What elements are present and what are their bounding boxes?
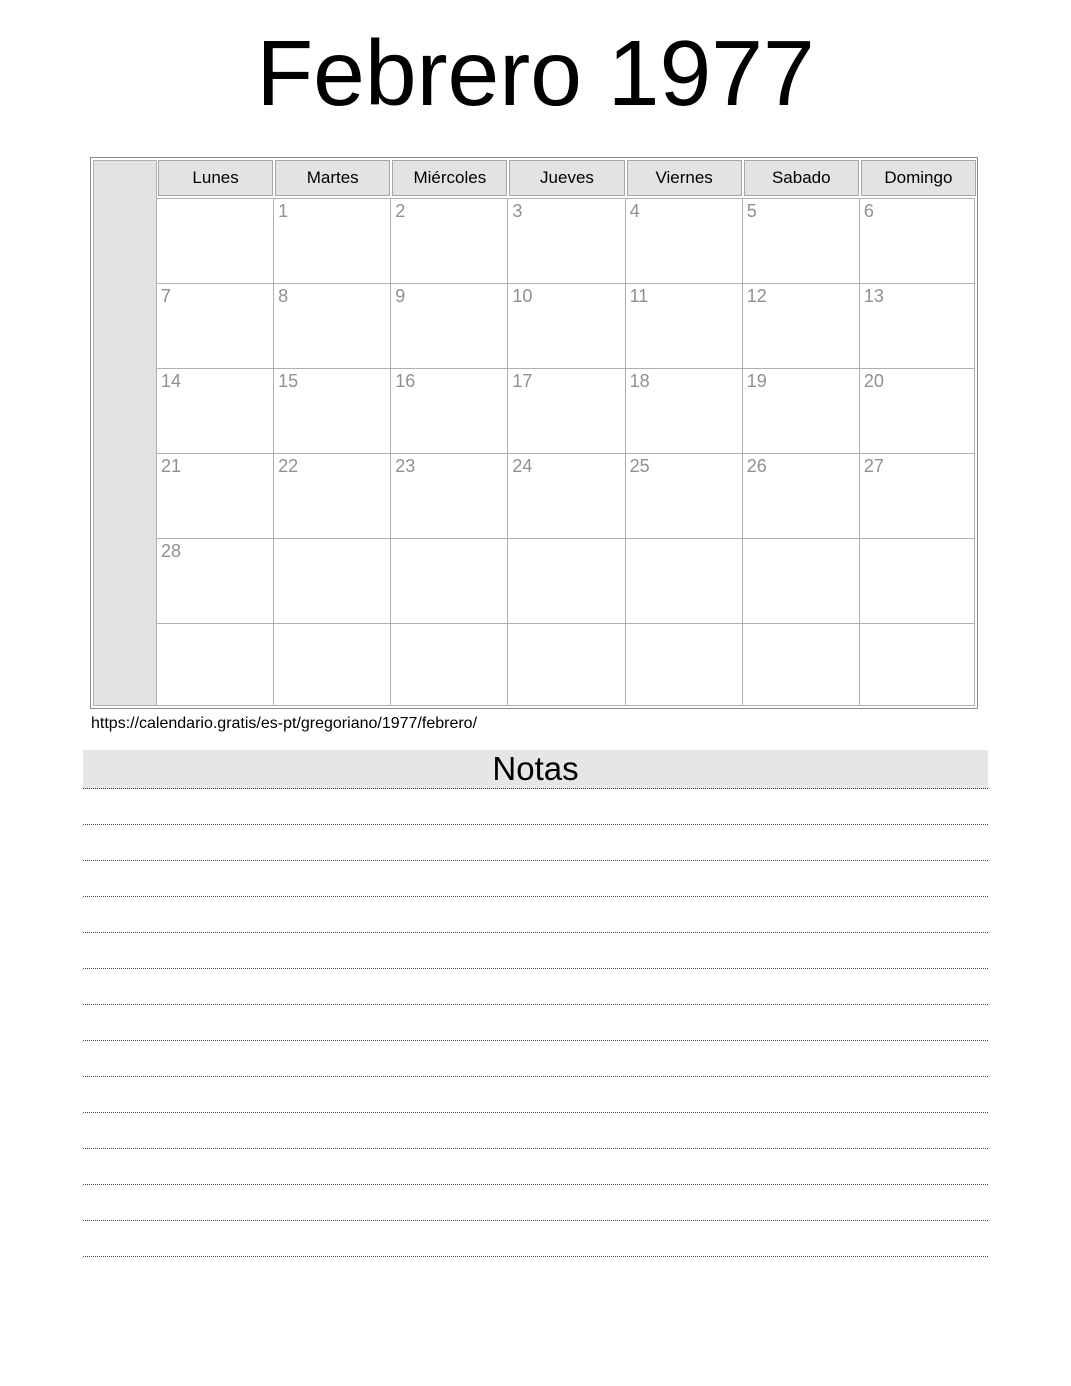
calendar-cell: [508, 453, 625, 538]
day-number: 28: [161, 541, 182, 561]
day-number: 13: [863, 286, 884, 306]
week-spacer-column: [93, 160, 157, 706]
note-line: [83, 1113, 988, 1149]
day-number: 12: [746, 286, 767, 306]
day-number: 27: [863, 456, 884, 476]
calendar-cell: [860, 453, 975, 538]
day-number: 24: [512, 456, 533, 476]
note-line: [83, 1221, 988, 1257]
calendar-cell: [626, 368, 743, 453]
calendar-cell: [391, 368, 508, 453]
notes-title: Notas: [83, 750, 988, 789]
calendar-cell: [274, 368, 391, 453]
day-number: 18: [629, 371, 650, 391]
calendar-cell: [508, 368, 625, 453]
note-line: [83, 825, 988, 861]
day-number: 11: [629, 286, 649, 306]
calendar-cell: [274, 623, 391, 706]
calendar-cell: [391, 538, 508, 623]
day-number: 19: [746, 371, 767, 391]
day-number: 10: [512, 286, 533, 306]
calendar-cell: [626, 538, 743, 623]
calendar-cell: [626, 453, 743, 538]
calendar-cell: [860, 538, 975, 623]
calendar-cell: [391, 198, 508, 283]
day-number: 8: [278, 286, 289, 306]
day-number: 9: [395, 286, 406, 306]
note-line: [83, 897, 988, 933]
note-line: [83, 1185, 988, 1221]
calendar-cell: [743, 623, 860, 706]
calendar-cell: [743, 283, 860, 368]
note-line: [83, 789, 988, 825]
calendar-cell: [391, 623, 508, 706]
calendar-cell: [157, 453, 274, 538]
calendar-cell: [626, 198, 743, 283]
calendar-cell: [743, 538, 860, 623]
day-number: 15: [278, 371, 299, 391]
day-header-sabado: Sabado: [744, 160, 859, 196]
calendar-cell: [274, 283, 391, 368]
day-number: 23: [395, 456, 416, 476]
calendar-cell: [274, 453, 391, 538]
day-number: 16: [395, 371, 416, 391]
calendar-cell: [508, 538, 625, 623]
day-number: 17: [512, 371, 533, 391]
calendar-cell: [157, 368, 274, 453]
calendar-cell: [743, 368, 860, 453]
note-line: [83, 861, 988, 897]
page-title: Febrero 1977: [256, 21, 815, 125]
day-number: 14: [161, 371, 182, 391]
calendar-cell: [157, 198, 274, 283]
calendar-cell: [508, 283, 625, 368]
note-line: [83, 1005, 988, 1041]
day-header-jueves: Jueves: [509, 160, 624, 196]
day-number: 3: [512, 201, 523, 221]
calendar-cell: [860, 368, 975, 453]
day-number: 2: [395, 201, 406, 221]
calendar-cell: [274, 538, 391, 623]
note-line: [83, 1041, 988, 1077]
source-url: https://calendario.gratis/es-pt/gregoriano/1977/febrero/: [91, 715, 478, 732]
calendar-cell: [626, 623, 743, 706]
day-number: 25: [629, 456, 650, 476]
note-line: [83, 969, 988, 1005]
notes-section: [83, 750, 988, 1257]
day-header-miercoles: Miércoles: [392, 160, 507, 196]
day-header-lunes: Lunes: [158, 160, 273, 196]
calendar-cell: [743, 198, 860, 283]
day-number: 7: [161, 286, 172, 306]
day-number: 1: [278, 201, 289, 221]
calendar-cell: [508, 623, 625, 706]
calendar-cell: [157, 538, 274, 623]
day-number: 6: [863, 201, 874, 221]
calendar-cell: [157, 623, 274, 706]
note-line: [83, 933, 988, 969]
day-header-domingo: Domingo: [861, 160, 976, 196]
calendar-cell: [157, 283, 274, 368]
day-number: 4: [629, 201, 640, 221]
note-line: [83, 1077, 988, 1113]
calendar-cell: [391, 283, 508, 368]
day-number: 22: [278, 456, 299, 476]
calendar-table: [90, 157, 978, 709]
calendar-cell: [860, 283, 975, 368]
day-number: 26: [746, 456, 767, 476]
calendar-cell: [860, 198, 975, 283]
calendar-cell: [860, 623, 975, 706]
calendar-cell: [508, 198, 625, 283]
calendar-cell: [626, 283, 743, 368]
note-line: [83, 1149, 988, 1185]
calendar-cell: [743, 453, 860, 538]
day-header-martes: Martes: [275, 160, 390, 196]
calendar-cell: [274, 198, 391, 283]
day-number: 21: [161, 456, 182, 476]
day-number: 5: [746, 201, 757, 221]
calendar-cell: [391, 453, 508, 538]
day-header-viernes: Viernes: [627, 160, 742, 196]
day-number: 20: [863, 371, 884, 391]
